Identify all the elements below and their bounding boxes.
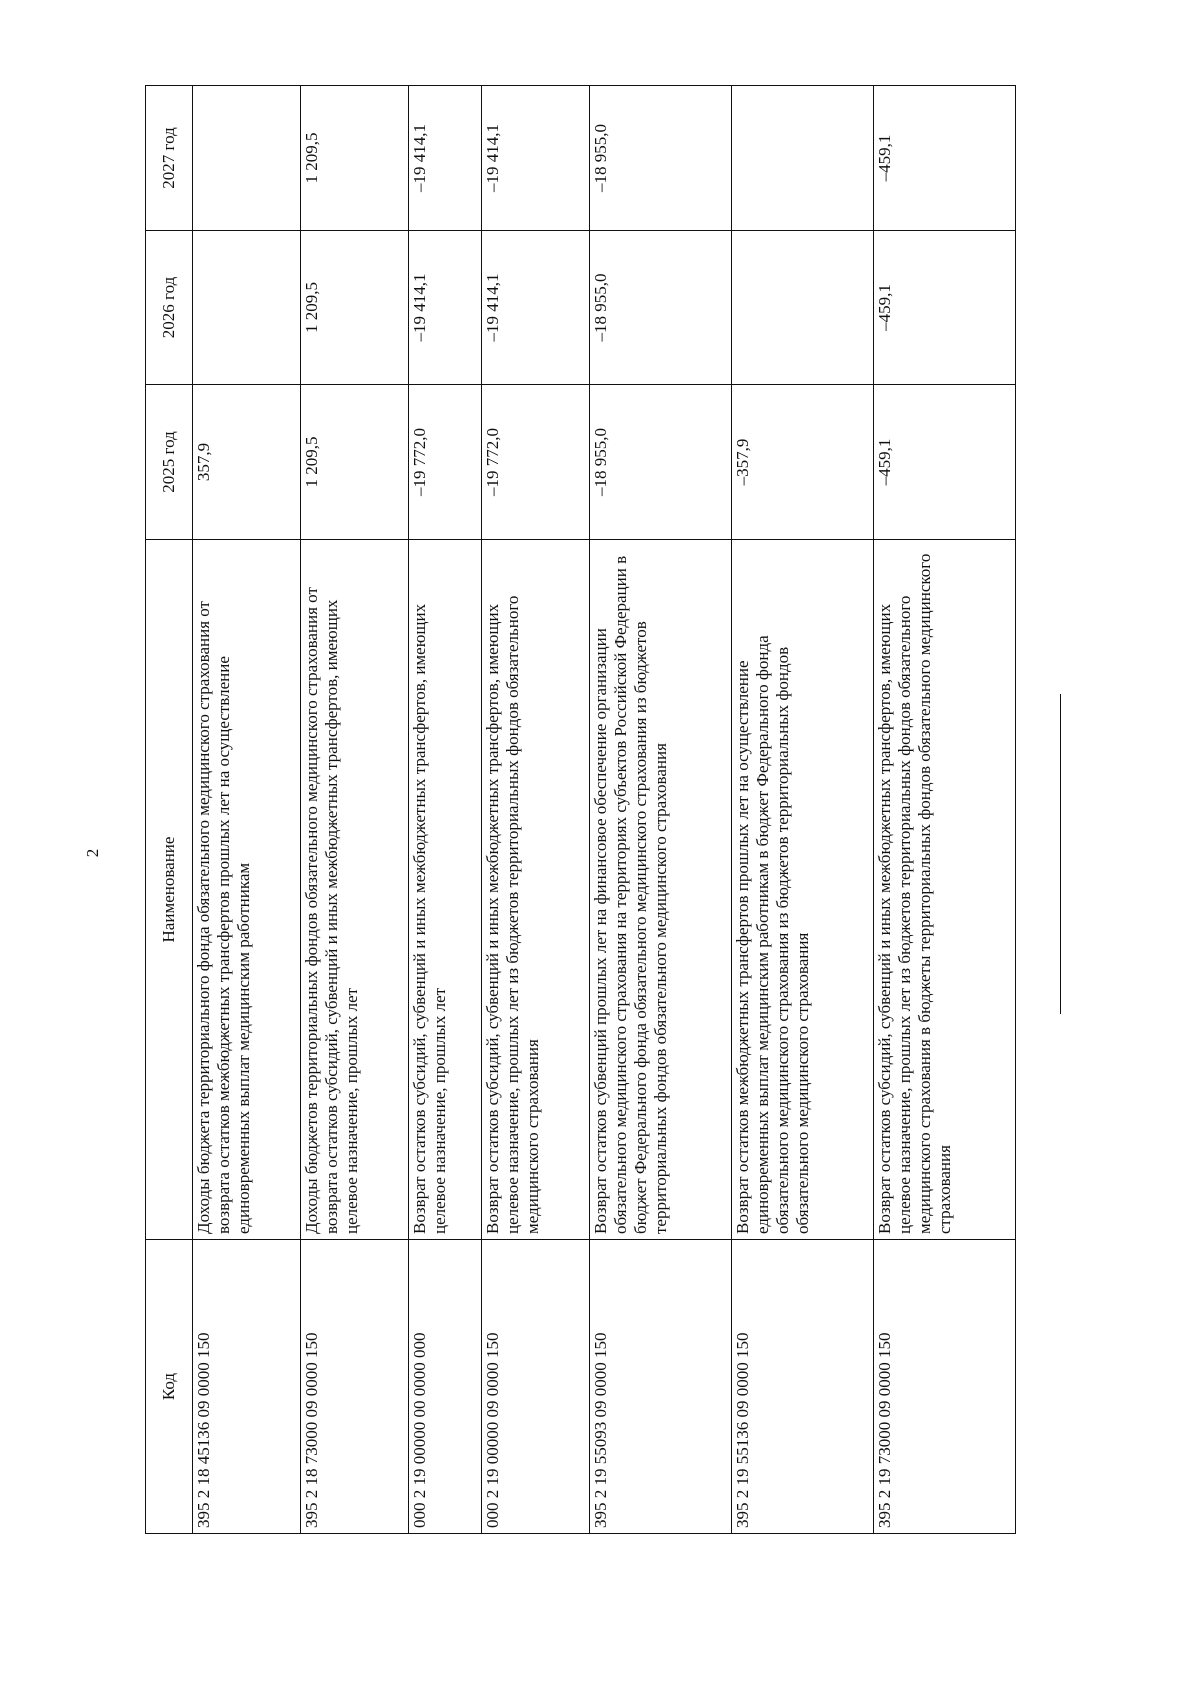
header-name: Наименование [146, 540, 193, 1240]
row-value-2026: 1 209,5 [300, 231, 408, 385]
row-value-2025: –18 955,0 [589, 385, 731, 540]
row-value-2027: –19 414,1 [408, 86, 482, 231]
row-code: 000 2 19 00000 00 0000 000 [408, 1240, 482, 1534]
row-name: Доходы бюджетов территориальных фондов обязательного медицинского страхования от возврата остатков субсидий, субвенций и иных межбюджетных трансфертов, имеющих целевое назначение, прошлых лет [300, 540, 408, 1240]
table-header-row [146, 86, 193, 1534]
row-name: Возврат остатков субсидий, субвенций и иных межбюджетных трансфертов, имеющих целевое назначение, прошлых лет из бюджетов территориальных фондов обязательного медицинского страхования в бюджеты территориальных фондов обязательного медицинского страхования [873, 540, 1015, 1240]
header-2025: 2025 год [146, 385, 193, 540]
row-value-2026: –18 955,0 [589, 231, 731, 385]
end-of-document-line [1060, 694, 1061, 1014]
row-value-2027 [193, 86, 301, 231]
header-2027: 2027 год [146, 86, 193, 231]
row-code: 395 2 19 73000 09 0000 150 [873, 1240, 1015, 1534]
table-row [482, 86, 590, 1534]
budget-table [145, 85, 1016, 1534]
row-value-2027: –19 414,1 [482, 86, 590, 231]
row-code: 395 2 19 55136 09 0000 150 [731, 1240, 873, 1534]
row-code: 395 2 18 45136 09 0000 150 [193, 1240, 301, 1534]
row-name: Возврат остатков межбюджетных трансфертов прошлых лет на осуществление единовременных выплат медицинским работникам в бюджет Федерального фонда обязательного медицинского страхования из бюджетов территориальных фондов обязательного медицинского страхования [731, 540, 873, 1240]
table-row [193, 86, 301, 1534]
row-value-2027: –18 955,0 [589, 86, 731, 231]
rotated-table-wrapper [145, 86, 1016, 1534]
row-value-2025: –19 772,0 [482, 385, 590, 540]
row-code: 395 2 19 55093 09 0000 150 [589, 1240, 731, 1534]
row-value-2025: –19 772,0 [408, 385, 482, 540]
row-value-2027: 1 209,5 [300, 86, 408, 231]
row-value-2027 [731, 86, 873, 231]
row-name: Доходы бюджета территориального фонда обязательного медицинского страхования от возврата остатков межбюджетных трансфертов прошлых лет на осуществление единовременных выплат медицинским работникам [193, 540, 301, 1240]
row-value-2026 [193, 231, 301, 385]
table-row [589, 86, 731, 1534]
row-code: 395 2 18 73000 09 0000 150 [300, 1240, 408, 1534]
header-code: Код [146, 1240, 193, 1534]
row-value-2026: –19 414,1 [408, 231, 482, 385]
table-row [873, 86, 1015, 1534]
table-row [408, 86, 482, 1534]
row-value-2025: –459,1 [873, 385, 1015, 540]
header-2026: 2026 год [146, 231, 193, 385]
row-value-2027: –459,1 [873, 86, 1015, 231]
row-value-2025: 1 209,5 [300, 385, 408, 540]
row-name: Возврат остатков субсидий, субвенций и иных межбюджетных трансфертов, имеющих целевое назначение, прошлых лет из бюджетов территориальных фондов обязательного медицинского страхования [482, 540, 590, 1240]
row-value-2025: –357,9 [731, 385, 873, 540]
row-value-2026 [731, 231, 873, 385]
table-row [731, 86, 873, 1534]
row-value-2025: 357,9 [193, 385, 301, 540]
row-code: 000 2 19 00000 09 0000 150 [482, 1240, 590, 1534]
row-name: Возврат остатков субсидий, субвенций и иных межбюджетных трансфертов, имеющих целевое назначение, прошлых лет [408, 540, 482, 1240]
row-value-2026: –19 414,1 [482, 231, 590, 385]
page-number: 2 [83, 848, 102, 858]
table-row [300, 86, 408, 1534]
row-value-2026: –459,1 [873, 231, 1015, 385]
row-name: Возврат остатков субвенций прошлых лет на финансовое обеспечение организации обязательного медицинского страхования на территориях субъектов Российской Федерации в бюджет Федерального фонда обязательного медицинского страхования из бюджетов территориальных фондов обязательного медицинского страхования [589, 540, 731, 1240]
